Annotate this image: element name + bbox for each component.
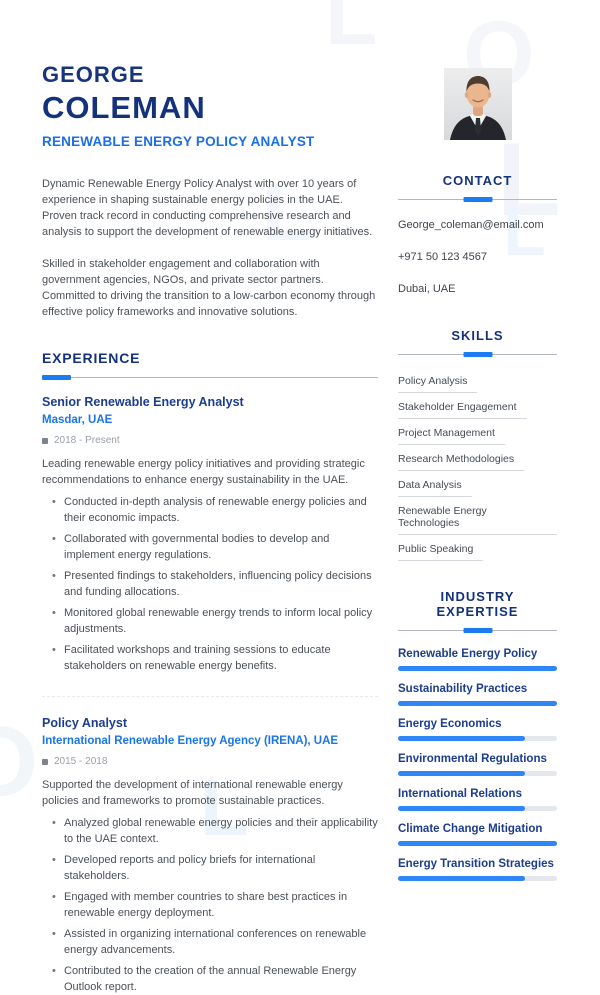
job-bullet: • Facilitated workshops and training sessions to educate stakeholders on renewable energy benefits. bbox=[42, 642, 378, 674]
contact-item: George_coleman@email.com bbox=[398, 219, 544, 231]
divider-accent bbox=[463, 628, 492, 633]
job-title: Policy Analyst bbox=[42, 716, 127, 730]
expertise-progress-fill bbox=[398, 876, 525, 881]
main-column bbox=[42, 0, 378, 993]
job-company: Masdar, UAE bbox=[42, 414, 113, 426]
job-description: Supported the development of international renewable energy policies and frameworks to promote sustainable practices. bbox=[42, 779, 343, 807]
expertise-item bbox=[398, 858, 557, 881]
section-divider bbox=[398, 354, 557, 355]
last-name: COLEMAN bbox=[42, 90, 206, 125]
job-bullet-list bbox=[42, 494, 378, 674]
job-company: International Renewable Energy Agency (IRENA), UAE bbox=[42, 735, 339, 747]
summary-paragraph: Dynamic Renewable Energy Policy Analyst with over 10 years of experience in shaping sustainable energy policies in the UAE. Proven track record in conducting comprehensive research and analysis to support the development of renewable energy initiatives. bbox=[42, 178, 373, 238]
skill-item: Renewable Energy Technologies bbox=[398, 505, 557, 535]
expertise-progress-track bbox=[398, 806, 557, 811]
sidebar bbox=[398, 0, 557, 870]
job-bullet: • Collaborated with governmental bodies to develop and implement energy regulations. bbox=[42, 531, 378, 563]
expertise-progress-fill bbox=[398, 701, 557, 706]
job-bullet-list bbox=[42, 815, 378, 995]
jobs-list bbox=[42, 395, 378, 995]
expertise-progress-track bbox=[398, 876, 557, 881]
date-square-icon bbox=[42, 759, 48, 765]
professional-title: RENEWABLE ENERGY POLICY ANALYST bbox=[42, 134, 315, 149]
first-name: GEORGE bbox=[42, 62, 145, 87]
expertise-label: Energy Economics bbox=[398, 718, 502, 730]
expertise-label: Environmental Regulations bbox=[398, 753, 547, 765]
profile-photo bbox=[444, 68, 512, 140]
skills-list bbox=[398, 375, 557, 561]
expertise-label: Sustainability Practices bbox=[398, 683, 528, 695]
contact-section-heading: CONTACT bbox=[442, 173, 513, 188]
skill-item: Policy Analysis bbox=[398, 375, 477, 393]
expertise-progress-fill bbox=[398, 841, 557, 846]
expertise-progress-fill bbox=[398, 666, 557, 671]
expertise-label: Renewable Energy Policy bbox=[398, 648, 538, 660]
expertise-label: Energy Transition Strategies bbox=[398, 858, 554, 870]
section-divider bbox=[398, 630, 557, 631]
job-entry bbox=[42, 696, 378, 995]
job-title: Senior Renewable Energy Analyst bbox=[42, 395, 244, 409]
job-date-range: 2018 - Present bbox=[54, 435, 120, 446]
job-bullet: • Developed reports and policy briefs for international stakeholders. bbox=[42, 852, 378, 884]
expertise-item bbox=[398, 683, 557, 706]
expertise-list bbox=[398, 648, 557, 881]
expertise-progress-track bbox=[398, 771, 557, 776]
job-description: Leading renewable energy policy initiatives and providing strategic recommendations to enhance energy sustainability in the UAE. bbox=[42, 458, 365, 486]
section-divider bbox=[398, 199, 557, 200]
expertise-progress-track bbox=[398, 736, 557, 741]
contact-item: +971 50 123 4567 bbox=[398, 251, 488, 263]
background-letter-decoration bbox=[0, 712, 38, 810]
divider-accent bbox=[463, 352, 492, 357]
summary-paragraph: Skilled in stakeholder engagement and collaboration with government agencies, NGOs, and private sector partners. Committed to driving the transition to a low-carbon economy through effective policy frameworks and innovative solutions. bbox=[42, 258, 376, 318]
skill-item: Public Speaking bbox=[398, 543, 483, 561]
divider-accent bbox=[463, 197, 492, 202]
job-bullet: • Engaged with member countries to share best practices in renewable energy deployment. bbox=[42, 889, 378, 921]
skill-item: Research Methodologies bbox=[398, 453, 524, 471]
job-bullet: • Presented findings to stakeholders, influencing policy decisions and funding allocations. bbox=[42, 568, 378, 600]
contact-list bbox=[398, 219, 557, 295]
section-divider bbox=[42, 377, 378, 378]
expertise-item bbox=[398, 753, 557, 776]
expertise-progress-fill bbox=[398, 771, 525, 776]
expertise-progress-track bbox=[398, 701, 557, 706]
industry-expertise-section-heading: INDUSTRY EXPERTISE bbox=[436, 589, 519, 619]
expertise-progress-track bbox=[398, 841, 557, 846]
profile-photo-illustration bbox=[444, 68, 512, 140]
job-bullet: • Analyzed global renewable energy policies and their applicability to the UAE context. bbox=[42, 815, 378, 847]
job-bullet: • Assisted in organizing international conferences on renewable energy advancements. bbox=[42, 926, 378, 958]
skill-item: Stakeholder Engagement bbox=[398, 401, 527, 419]
expertise-item bbox=[398, 648, 557, 671]
skills-section-heading: SKILLS bbox=[451, 328, 504, 343]
job-entry bbox=[42, 395, 378, 674]
expertise-item bbox=[398, 823, 557, 846]
expertise-progress-fill bbox=[398, 736, 525, 741]
job-date-range: 2015 - 2018 bbox=[54, 756, 108, 767]
expertise-progress-track bbox=[398, 666, 557, 671]
expertise-item bbox=[398, 718, 557, 741]
job-bullet: • Monitored global renewable energy trends to inform local policy adjustments. bbox=[42, 605, 378, 637]
expertise-item bbox=[398, 788, 557, 811]
job-bullet: • Conducted in-depth analysis of renewable energy policies and their economic impacts. bbox=[42, 494, 378, 526]
expertise-progress-fill bbox=[398, 806, 525, 811]
skill-item: Project Management bbox=[398, 427, 505, 445]
expertise-label: International Relations bbox=[398, 788, 522, 800]
job-bullet: • Contributed to the creation of the annual Renewable Energy Outlook report. bbox=[42, 963, 378, 995]
expertise-label: Climate Change Mitigation bbox=[398, 823, 543, 835]
job-dates bbox=[42, 435, 378, 446]
divider-accent bbox=[42, 375, 71, 380]
contact-item: Dubai, UAE bbox=[398, 283, 456, 295]
date-square-icon bbox=[42, 438, 48, 444]
experience-section-heading: EXPERIENCE bbox=[42, 350, 141, 366]
skill-item: Data Analysis bbox=[398, 479, 472, 497]
job-dates bbox=[42, 756, 378, 767]
